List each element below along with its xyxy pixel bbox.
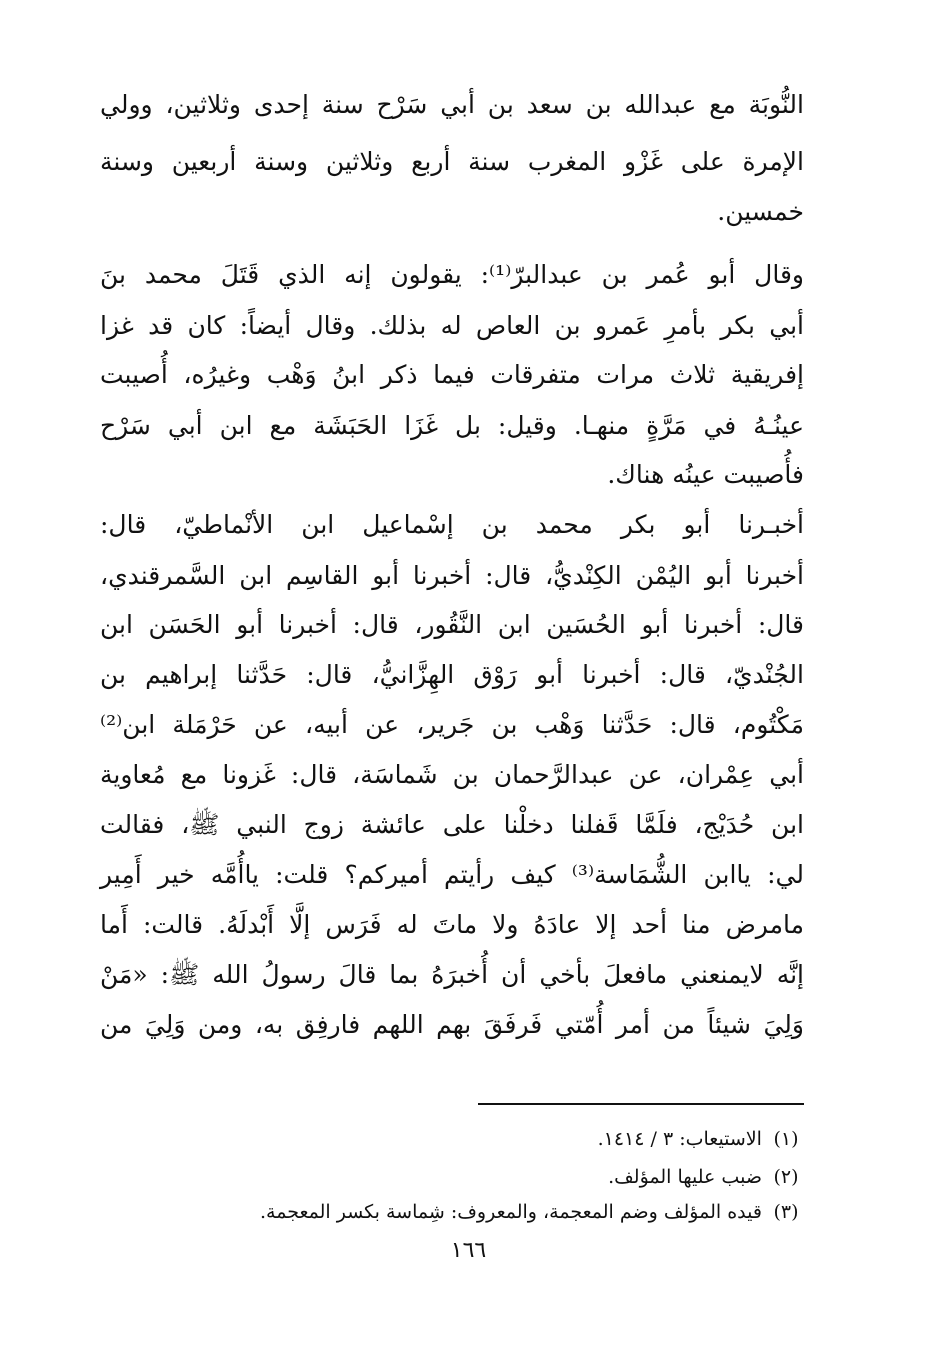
- body-line: لي: ياابن الشُّمَاسة⁽³⁾ كيف رأيتم أميركم؟ قلت: ياأُمَّه خير أَمِير: [100, 860, 805, 889]
- body-line: الإمرة على غَزْو المغرب سنة أربع وثلاثين وسنة أربعين وسنة: [100, 147, 804, 176]
- body-line: إفريقية ثلاث مرات متفرقات فيما ذكر ابنُ وَهْب وغيرُه، أُصيبت: [100, 360, 804, 389]
- body-line: إنَّه لايمنعني مافعلَ بأخي أن أُخبرَهُ بما قالَ رسولُ الله ﷺ: «مَنْ: [100, 960, 804, 989]
- body-line: أبي بكر بأمرِ عَمرو بن العاص له بذلك. وقال أيضاً: كان قد غزا: [100, 311, 804, 340]
- footnote-number: (٢): [773, 1166, 799, 1188]
- body-line: مَكْتُوم، قال: حَدَّثنا وَهْب بن جَرير، عن أبيه، عن حَرْمَلة ابن⁽²⁾: [100, 710, 804, 739]
- body-line: أخبرنا أبو اليُمْن الكِنْديُّ، قال: أخبرنا أبو القاسِم ابن السَّمرقندي،: [100, 561, 804, 590]
- footnote-number: (٣): [773, 1201, 799, 1223]
- body-line: ابن حُدَيْج، فلَمَّا قَفلنا دخلْنا على عائشة زوج النبي ﷺ، فقالت: [100, 810, 804, 839]
- footnote-number: (١): [773, 1128, 799, 1150]
- body-line: وَلِيَ شيئاً من أمر أُمّتي فَرفَقَ بهم اللهم فارفِق به، ومن وَلِيَ من: [100, 1010, 804, 1039]
- footnote: [100, 1162, 804, 1192]
- body-line: النُّوبَة مع عبدالله بن سعد بن أبي سَرْح سنة إحدى وثلاثين، وولي: [100, 90, 804, 119]
- footnote: [100, 1197, 804, 1227]
- footnote: [100, 1124, 804, 1154]
- body-line: أخبـرنا أبو بكر محمد بن إسْماعيل ابن الأنْماطيّ، قال:: [100, 510, 804, 539]
- body-line: الجُنْديّ، قال: أخبرنا أبو رَوْق الهِزَّانيُّ، قال: حَدَّثنا إبراهيم بن: [100, 660, 804, 689]
- body-line: مامرض منا أحد إلا عادَهُ ولا ماتَ له فَرَس إلَّا أَبْدلَهُ. قالت: أَما: [100, 910, 804, 939]
- body-line: خمسين.: [717, 197, 804, 226]
- body-line: قال: أخبرنا أبو الحُسَين ابن النَّقُور، قال: أخبرنا أبو الحَسَن ابن: [100, 610, 804, 639]
- body-line: عينُـهُ في مَرَّةٍ منهـا. وقيل: بل غَزَا الحَبَشَة مع ابن أبي سَرْح: [100, 411, 804, 440]
- body-line: فأُصيبت عينُه هناك.: [607, 460, 804, 489]
- footnote-text: الاستيعاب: ٣ / ١٤١٤.: [597, 1128, 762, 1150]
- footnote-text: قيده المؤلف وضم المعجمة، والمعروف: شِماسة بكسر المعجمة.: [260, 1201, 762, 1223]
- footnote-text: ضبب عليها المؤلف.: [608, 1166, 762, 1188]
- body-line: أبي عِمْران، عن عبدالرَّحمان بن شَماسَة، قال: غَزونا مع مُعاوية: [100, 760, 804, 789]
- page-number: ١٦٦: [450, 1238, 487, 1263]
- footnote-separator: [478, 1103, 804, 1105]
- body-line: وقال أبو عُمر بن عبدالبرّ⁽¹⁾: يقولون إنه الذي قَتَلَ محمد بنَ: [100, 260, 804, 289]
